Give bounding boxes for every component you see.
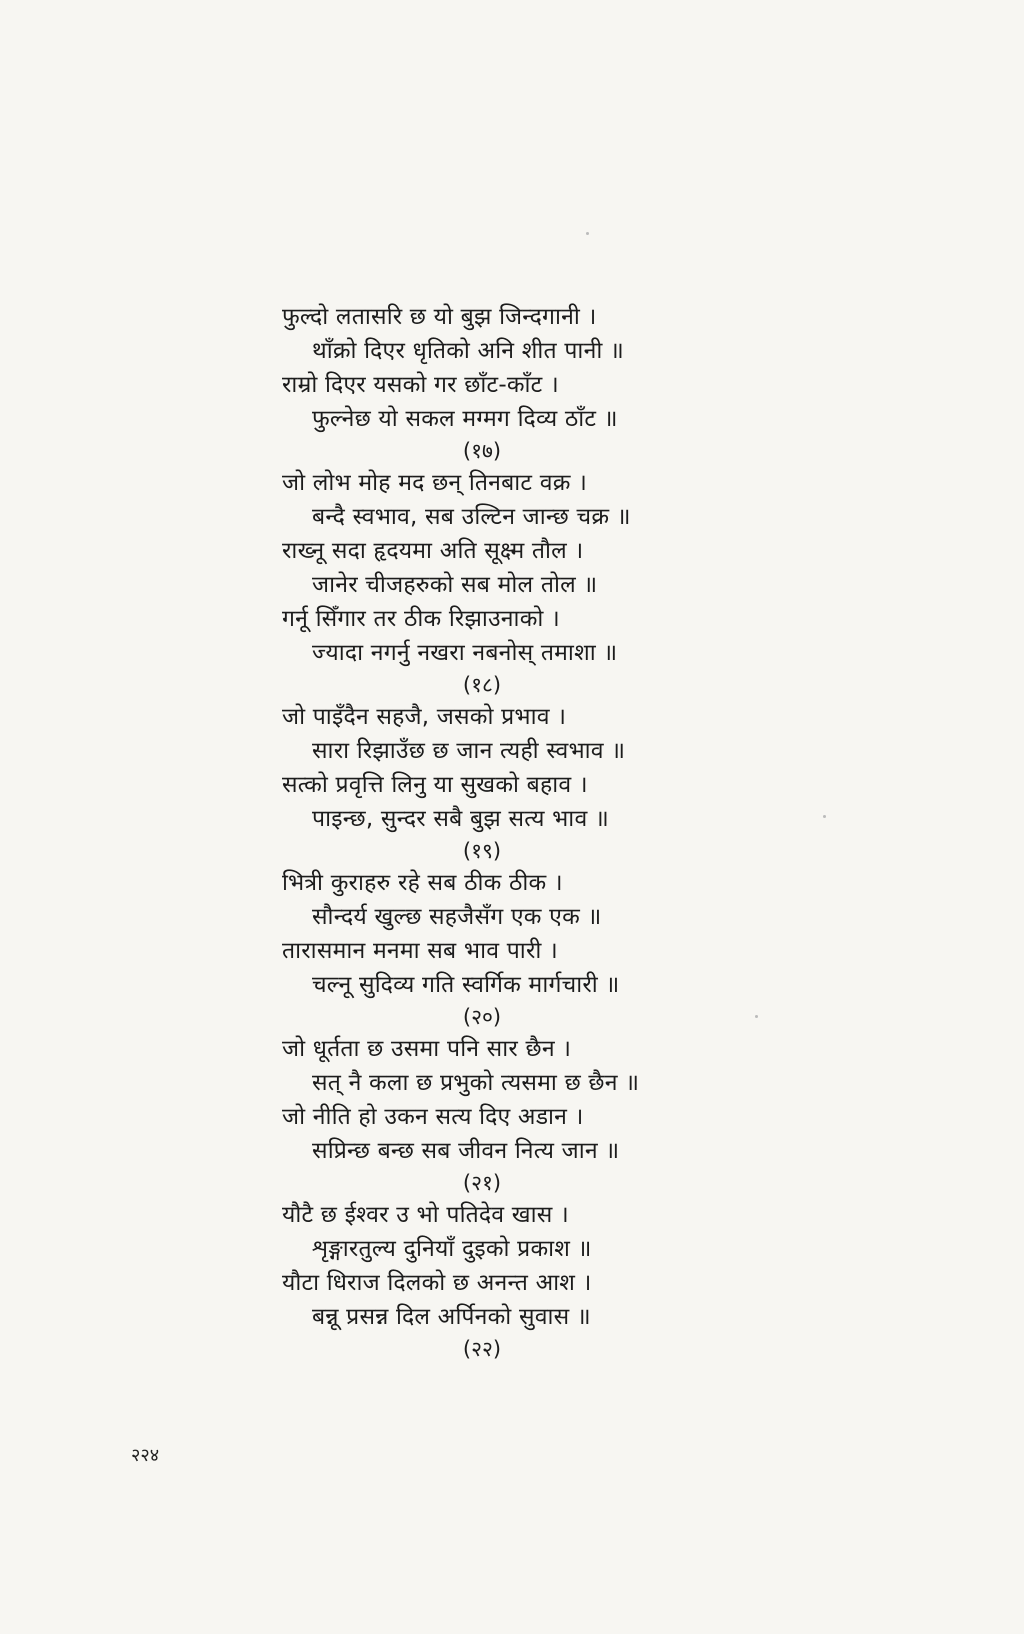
verse-line: तारासमान मनमा सब भाव पारी । [282,938,558,964]
verse-line: चल्नू सुदिव्य गति स्वर्गिक मार्गचारी ॥ [312,972,620,998]
verse-block [282,300,742,1364]
verse-line: फुल्दो लतासरि छ यो बुझ जिन्दगानी । [282,304,597,330]
verse-line: राम्रो दिएर यसको गर छाँट-काँट । [282,372,559,398]
verse-line: फुल्नेछ यो सकल मग्मग दिव्य ठाँट ॥ [312,406,618,432]
verse-number: (१९) [462,839,502,863]
verse-line: यौटै छ ईश्वर उ भो पतिदेव खास । [282,1202,569,1228]
verse-line: सौन्दर्य खुल्छ सहजैसँग एक एक ॥ [312,904,602,930]
verse-line: भित्री कुराहरु रहे सब ठीक ठीक । [282,870,563,896]
verse-line: सप्रिन्छ बन्छ सब जीवन नित्य जान ॥ [312,1138,620,1164]
verse-line: बन्नू प्रसन्न दिल अर्पिनको सुवास ॥ [312,1304,591,1330]
verse-number: (१७) [462,439,502,463]
verse-line: पाइन्छ, सुन्दर सबै बुझ सत्य भाव ॥ [312,806,609,832]
verse-line: यौटा धिराज दिलको छ अनन्त आश । [282,1270,592,1296]
verse-line: सारा रिझाउँछ छ जान त्यही स्वभाव ॥ [312,738,626,764]
stanza-21 [282,1032,742,1198]
verse-line: जो लोभ मोह मद छन् तिनबाट वक्र । [282,470,587,496]
verse-line: जो पाइँदैन सहजै, जसको प्रभाव । [282,704,567,730]
verse-number: (२२) [462,1337,502,1361]
verse-number: (२१) [462,1171,502,1195]
verse-line: जानेर चीजहरुको सब मोल तोल ॥ [312,572,598,598]
verse-line: बन्दै स्वभाव, सब उल्टिन जान्छ चक्र ॥ [312,504,631,530]
scan-speck [755,1015,758,1018]
verse-line: गर्नू सिँगार तर ठीक रिझाउनाको । [282,606,560,632]
verse-line: शृङ्गारतुल्य दुनियाँ दुइको प्रकाश ॥ [312,1236,592,1262]
stanza-17 [282,300,742,466]
scan-speck [823,815,826,818]
verse-number: (१८) [462,673,502,697]
verse-line: ज्यादा नगर्नु नखरा नबनोस् तमाशा ॥ [312,640,618,666]
scan-speck [586,232,589,235]
stanza-22 [282,1198,742,1364]
verse-line: राख्नू सदा हृदयमा अति सूक्ष्म तौल । [282,538,584,564]
verse-number: (२०) [462,1005,502,1029]
verse-line: सत् नै कला छ प्रभुको त्यसमा छ छैन ॥ [312,1070,640,1096]
verse-line: जो धूर्तता छ उसमा पनि सार छैन । [282,1036,572,1062]
verse-line: जो नीति हो उकन सत्य दिए अडान । [282,1104,584,1130]
stanza-18 [282,466,742,700]
verse-line: सत्को प्रवृत्ति लिनु या सुखको बहाव । [282,772,588,798]
stanza-20 [282,866,742,1032]
stanza-19 [282,700,742,866]
page-number: २२४ [131,1445,160,1466]
verse-line: थाँक्रो दिएर धृतिको अनि शीत पानी ॥ [312,338,624,364]
